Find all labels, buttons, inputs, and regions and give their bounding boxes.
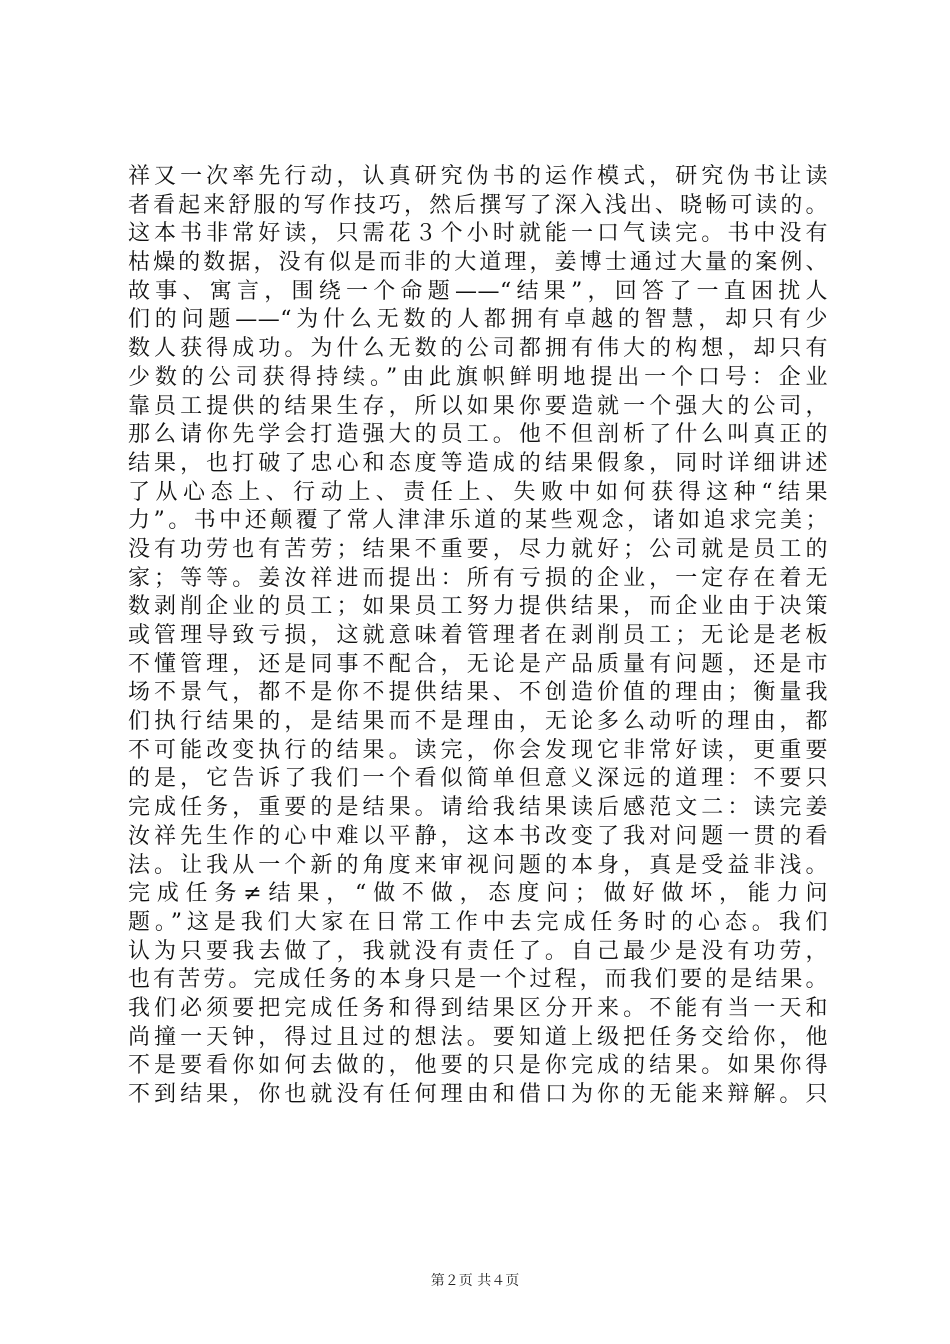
text-line: 者看起来舒服的写作技巧，然后撰写了深入浅出、晓畅可读的。: [128, 192, 828, 218]
text-line: 场不景气，都不是你不提供结果、不创造价值的理由；衡量我: [128, 680, 828, 706]
text-line: 家；等等。姜汝祥进而提出：所有亏损的企业，一定存在着无: [128, 565, 828, 591]
text-line: 尚撞一天钟，得过且过的想法。要知道上级把任务交给你，他: [128, 1024, 828, 1050]
text-line: 不是要看你如何去做的，他要的只是你完成的结果。如果你得: [128, 1053, 828, 1079]
text-line: 完成任务，重要的是结果。请给我结果读后感范文二：读完姜: [128, 795, 828, 821]
text-line: 不到结果，你也就没有任何理由和借口为你的无能来辩解。只: [128, 1082, 828, 1107]
text-line: 结果，也打破了忠心和态度等造成的结果假象，同时详细讲述: [128, 450, 828, 476]
text-line: 那么请你先学会打造强大的员工。他不但剖析了什么叫真正的: [128, 422, 828, 448]
text-line: 了从心态上、行动上、责任上、失败中如何获得这种“结果: [128, 479, 828, 505]
text-line: 这本书非常好读，只需花３个小时就能一口气读完。书中没有: [128, 221, 828, 247]
text-line: 靠员工提供的结果生存，所以如果你要造就一个强大的公司，: [128, 393, 828, 419]
text-line: 故事、寓言，围绕一个命题——“结果”，回答了一直困扰人: [128, 278, 828, 304]
text-line: 不可能改变执行的结果。读完，你会发现它非常好读，更重要: [128, 737, 828, 763]
text-line: 我们必须要把完成任务和得到结果区分开来。不能有当一天和: [128, 995, 828, 1021]
text-line: 法。让我从一个新的角度来审视问题的本身，真是受益非浅。: [128, 852, 828, 878]
text-line: 枯燥的数据，没有似是而非的大道理，姜博士通过大量的案例、: [128, 250, 828, 276]
text-line: 少数的公司获得持续。”由此旗帜鲜明地提出一个口号：企业: [128, 364, 828, 390]
text-line: 数人获得成功。为什么无数的公司都拥有伟大的构想，却只有: [128, 336, 828, 362]
text-line: 祥又一次率先行动，认真研究伪书的运作模式，研究伪书让读: [128, 164, 828, 189]
text-line: 完成任务≠结果，“做不做，态度问；做好做坏，能力问: [128, 881, 828, 907]
text-line: 或管理导致亏损，这就意味着管理者在剥削员工；无论是老板: [128, 623, 828, 648]
text-line: 们的问题——“为什么无数的人都拥有卓越的智慧，却只有少: [128, 307, 828, 333]
text-line: 认为只要我去做了，我就没有责任了。自己最少是没有功劳，: [128, 938, 828, 964]
text-line: 力”。书中还颠覆了常人津津乐道的某些观念，诸如追求完美；: [128, 508, 828, 534]
page-number-footer: 第２页 共４页: [430, 1273, 520, 1289]
text-line: 也有苦劳。完成任务的本身只是一个过程，而我们要的是结果。: [128, 967, 828, 993]
text-line: 没有功劳也有苦劳；结果不重要，尽力就好；公司就是员工的: [128, 536, 828, 562]
body-text: [128, 163, 828, 1110]
text-line: 们执行结果的，是结果而不是理由，无论多么动听的理由，都: [128, 709, 828, 735]
text-line: 的是，它告诉了我们一个看似简单但意义深远的道理：不要只: [128, 766, 828, 792]
text-line: 汝祥先生作的心中难以平静，这本书改变了我对问题一贯的看: [128, 823, 828, 849]
text-line: 不懂管理，还是同事不配合，无论是产品质量有问题，还是市: [128, 651, 828, 677]
text-line: 题。”这是我们大家在日常工作中去完成任务时的心态。我们: [128, 909, 828, 935]
text-line: 数剥削企业的员工；如果员工努力提供结果，而企业由于决策: [128, 594, 828, 620]
